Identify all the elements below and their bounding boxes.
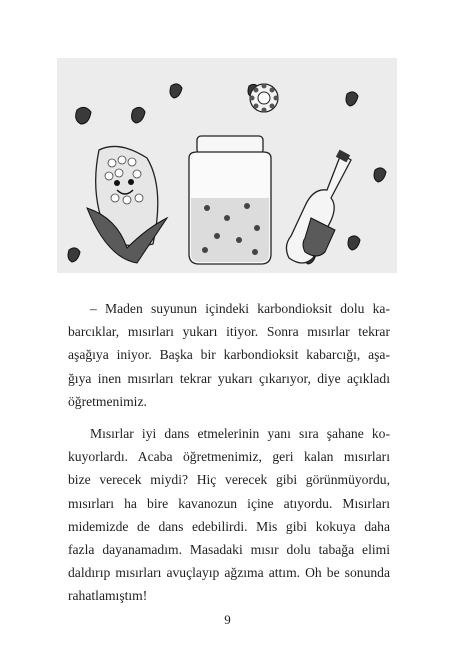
text-line: midemizde de dans edebilirdi. Mis gibi kokuya daha (68, 518, 390, 534)
paragraph-1 (68, 297, 390, 413)
text-line: Mısırlar iyi dans etmelerinin yanı sıra şahane ko- (90, 425, 390, 441)
text-line: rahatlamıştım! (68, 588, 148, 604)
illustration (57, 58, 397, 273)
text-line: bize verecek miydi? Hiç verecek gibi görünmüyordu, (68, 472, 390, 488)
text-line: kuyorlardı. Acaba öğretmenimiz, geri kalan mısırları (68, 449, 390, 465)
text-line: aşağıya iniyor. Başka bir karbondioksit kabarcığı, aşa- (68, 347, 390, 363)
text-line: barcıklar, mısırları yukarı itiyor. Sonra mısırlar tekrar (68, 324, 390, 340)
text-line: fazla dayanamadım. Masadaki mısır dolu tabağa elimi (68, 541, 390, 557)
paragraph-2 (68, 422, 390, 608)
text-line: mısırları ha bire kavanozun içine atıyordu. Mısırları (68, 495, 390, 511)
body-text (68, 297, 390, 607)
corn-cob-icon (87, 146, 167, 263)
popcorn-kernel-icon (250, 84, 279, 113)
text-line: – Maden suyunun içindeki karbondioksit dolu ka- (90, 301, 390, 316)
jar-icon (189, 136, 271, 264)
text-line: öğretmenimiz. (68, 393, 147, 409)
paragraph-gap (68, 413, 390, 422)
illustration-svg (57, 58, 397, 273)
text-line: ğıya inen mısırları tekrar yukarı çıkarıyor, diye açıkladı (68, 370, 390, 386)
page-number: 9 (224, 612, 231, 627)
text-line: daldırıp mısırları avuçlayıp ağzıma attım. Oh be sonunda (68, 565, 390, 581)
bottle-icon (286, 150, 351, 263)
